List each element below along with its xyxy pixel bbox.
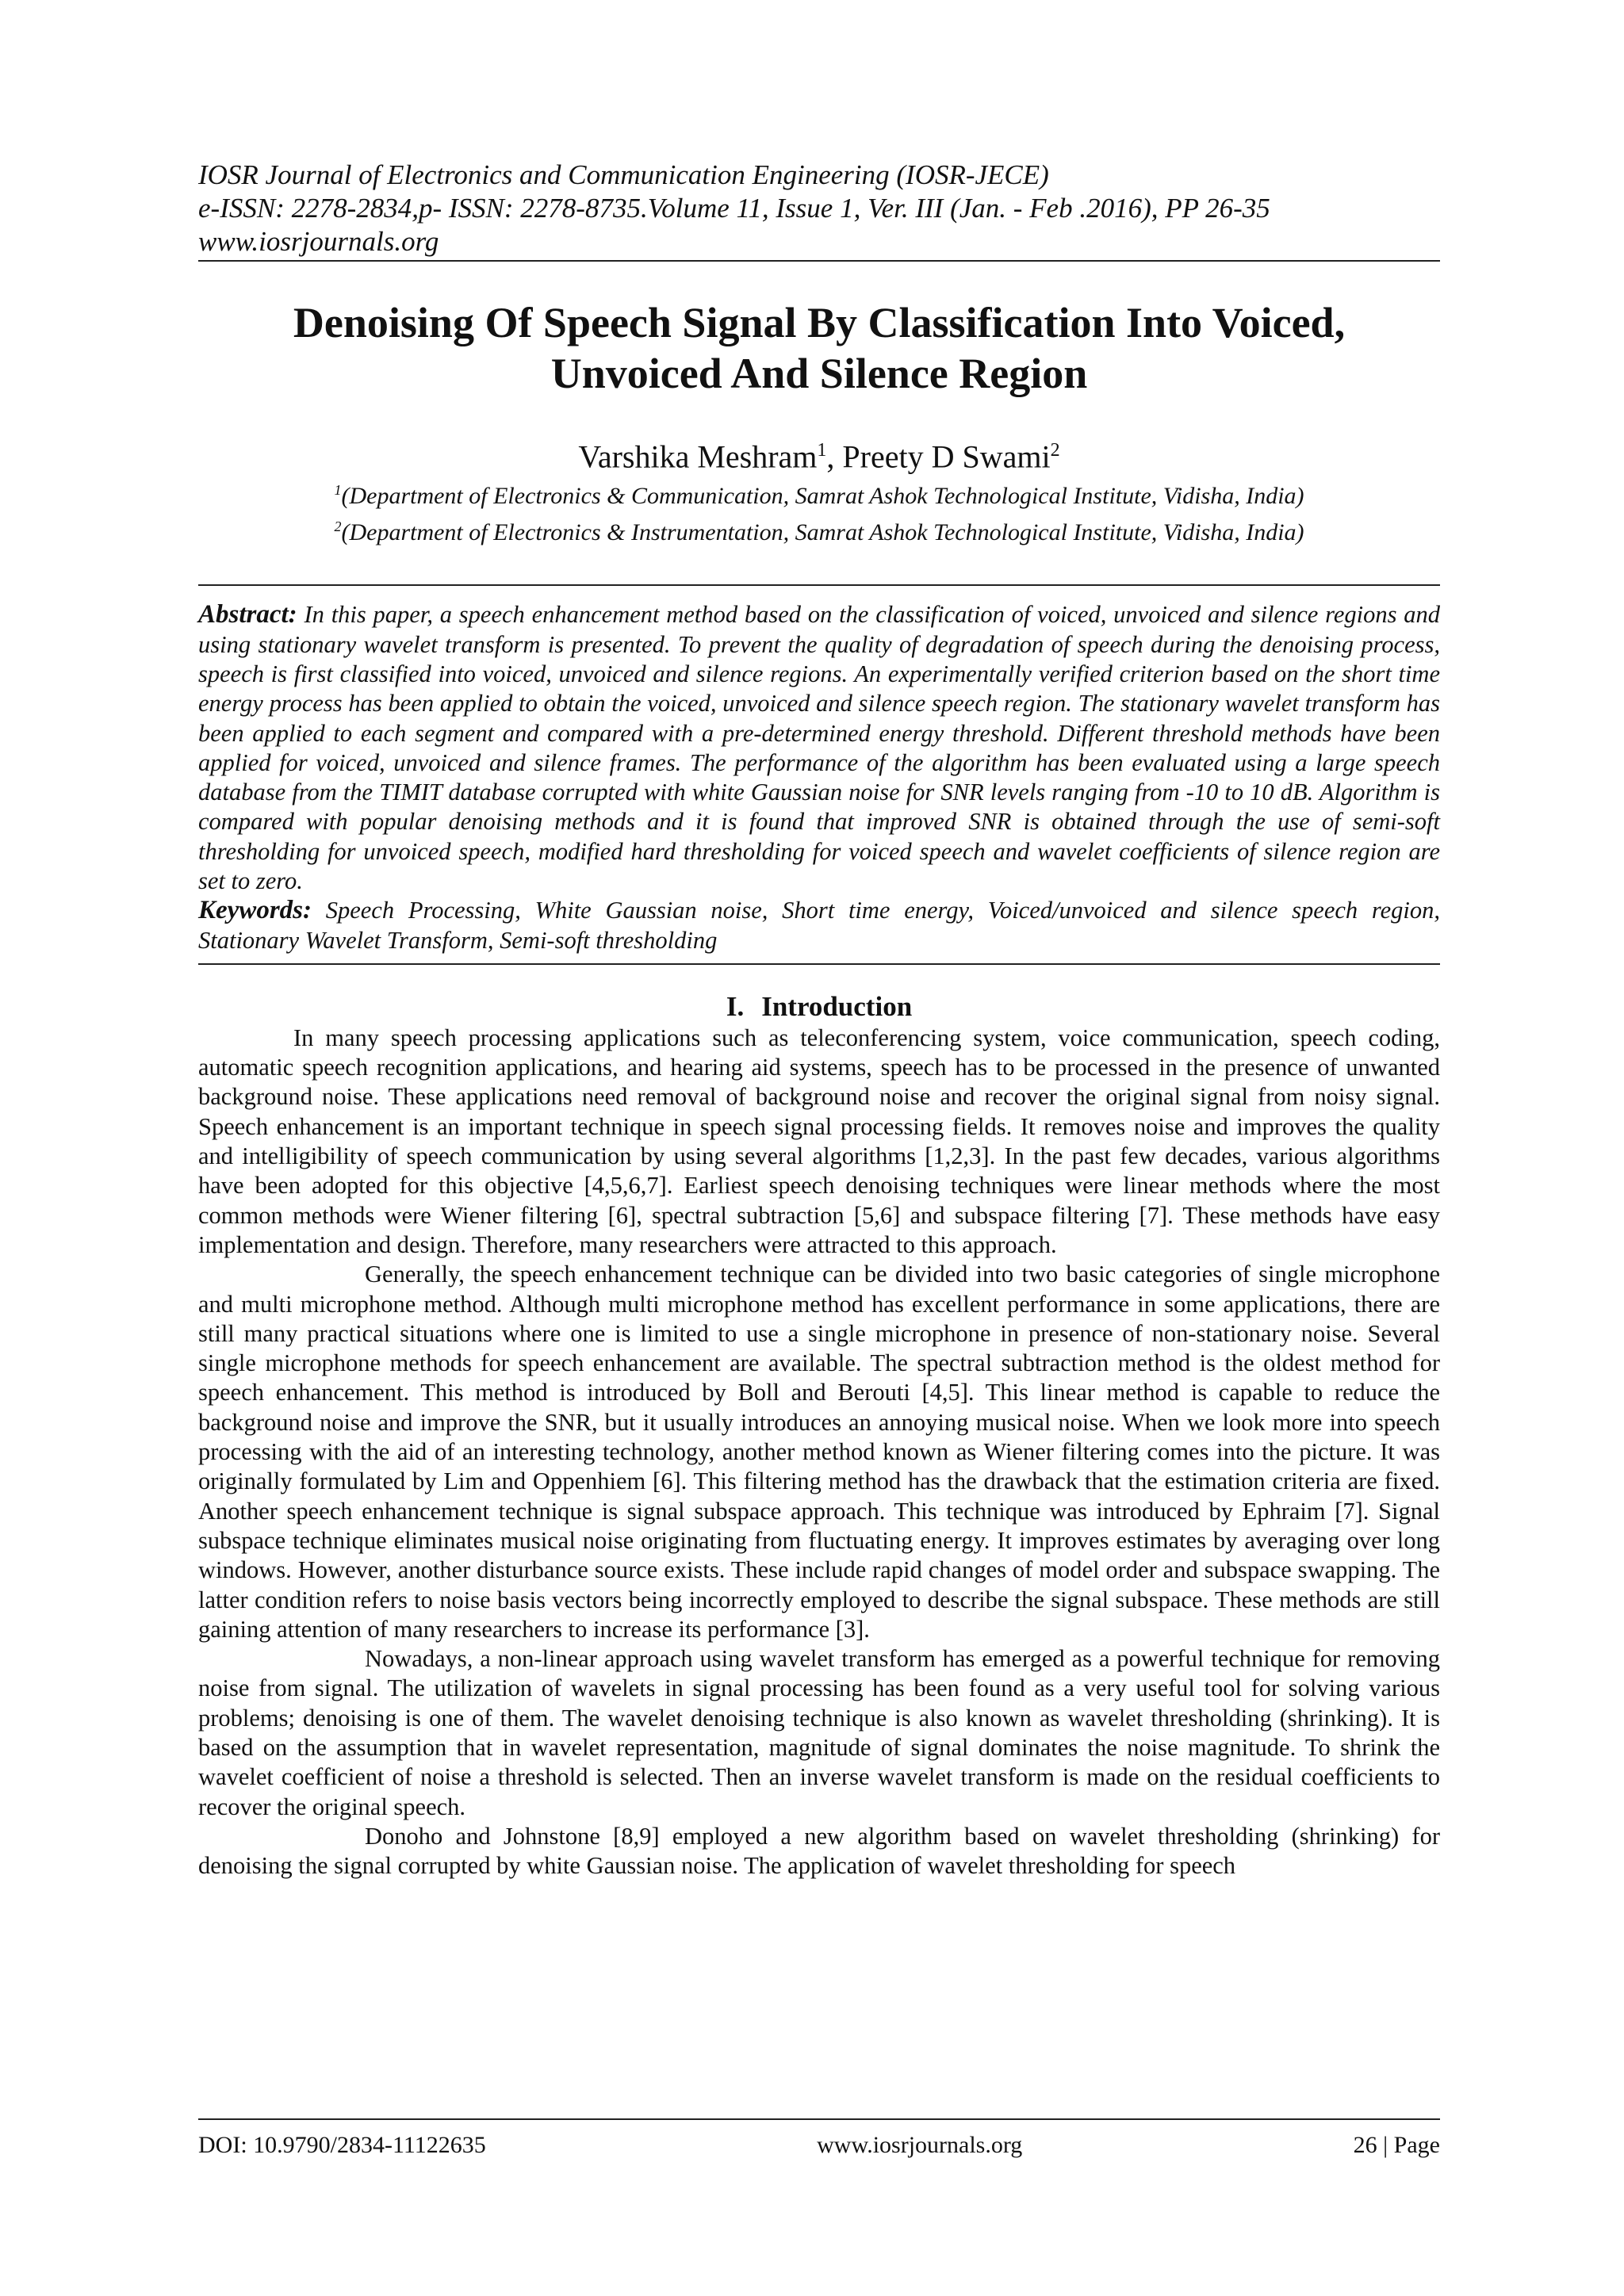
abstract-box (198, 584, 1440, 965)
keywords (198, 896, 1440, 955)
affiliation (198, 475, 1440, 511)
author-separator: , (826, 438, 843, 475)
affiliation-mark: 2 (334, 519, 342, 535)
paper-title-line-1: Denoising Of Speech Signal By Classification Into Voiced, (293, 299, 1346, 346)
body-paragraph: Donoho and Johnstone [8,9] employed a new algorithm based on wavelet thresholding (shrinking) for denoising the signal corrupted by white Gaussian noise. The application of wavelet thresholding for speech (198, 1822, 1440, 1880)
affiliation-text: (Department of Electronics & Communication, Samrat Ashok Technological Institute, Vidisha, India) (341, 483, 1304, 510)
journal-header (198, 159, 1440, 262)
author-list (198, 432, 1440, 475)
affiliation (198, 511, 1440, 548)
body-paragraph: Generally, the speech enhancement technique can be divided into two basic categories of single microphone and multi microphone method. Although multi microphone method has excellent performance in some applications, there are still many practical situations where one is limited to use a single microphone in presence of non-stationary noise. Several single microphone methods for speech enhancement are available. The spectral subtraction method is the oldest method for speech enhancement. This method is introduced by Boll and Berouti [4,5]. This linear method is capable to reduce the background noise and improve the SNR, but it usually introduces an annoying musical noise. When we look more into speech processing with the aid of an interesting technology, another method known as Wiener filtering comes into the picture. It was originally formulated by Lim and Oppenhiem [6]. This filtering method has the drawback that the estimation criteria are fixed. Another speech enhancement technique is signal subspace approach. This technique was introduced by Ephraim [7]. Signal subspace technique eliminates musical noise originating from fluctuating energy. It improves estimates by averaging over long windows. However, another disturbance source exists. These include rapid changes of model order and subspace swapping. The latter condition refers to noise basis vectors being incorrectly employed to describe the signal subspace. These methods are still gaining attention of many researchers to increase its performance [3]. (198, 1261, 1440, 1643)
abstract (198, 600, 1440, 896)
section-title: Introduction (761, 990, 913, 1022)
paper-title (198, 297, 1440, 399)
section-heading (198, 990, 1440, 1024)
author-affiliation-mark: 1 (817, 440, 827, 461)
section-number: I. (726, 990, 745, 1022)
journal-website: www.iosrjournals.org (198, 226, 439, 257)
footer-website: www.iosrjournals.org (817, 2132, 1023, 2158)
page-footer (198, 2118, 1440, 2160)
affiliation-mark: 1 (334, 482, 342, 499)
keywords-text: Speech Processing, White Gaussian noise, Short time energy, Voiced/unvoiced and silence speech region, Stationary Wavelet Transform, Semi-soft thresholding (198, 897, 1440, 954)
author-affiliation-mark: 2 (1050, 440, 1060, 461)
footer-page-number: 26 | Page (1353, 2132, 1440, 2158)
section-body (198, 1024, 1440, 1881)
body-paragraph: Nowadays, a non-linear approach using wavelet transform has emerged as a powerful technique for removing noise from signal. The utilization of wavelets in signal processing has been found as a very useful tool for solving various problems; denoising is one of them. The wavelet denoising technique is also known as wavelet thresholding (shrinking). It is based on the assumption that in wavelet representation, magnitude of signal dominates the noise magnitude. To shrink the wavelet coefficient of noise a threshold is selected. Then an inverse wavelet transform is made on the residual coefficients to recover the original speech. (198, 1645, 1440, 1820)
abstract-text: In this paper, a speech enhancement method based on the classification of voiced, unvoiced and silence regions and using stationary wavelet transform is presented. To prevent the quality of degradation of speech during the denoising process, speech is first classified into voiced, unvoiced and silence regions. An experimentally verified criterion based on the short time energy process has been applied to obtain the voiced, unvoiced and silence speech region. The stationary wavelet transform has been applied to each segment and compared with a pre-determined energy threshold. Different threshold methods have been applied for voiced, unvoiced and silence frames. The performance of the algorithm has been evaluated using a large speech database from the TIMIT database corrupted with white Gaussian noise for SNR levels ranging from -10 to 10 dB. Algorithm is compared with popular denoising methods and it is found that improved SNR is obtained through the use of semi-soft thresholding for unvoiced speech, modified hard thresholding for voiced speech and wavelet coefficients of silence region are set to zero. (198, 601, 1441, 894)
keywords-label: Keywords: (198, 896, 312, 925)
abstract-label: Abstract: (198, 600, 297, 629)
author-name: Varshika Meshram (578, 438, 818, 475)
paper-title-line-2: Unvoiced And Silence Region (550, 350, 1088, 397)
footer-doi: DOI: 10.9790/2834-11122635 (198, 2132, 486, 2158)
body-paragraph: In many speech processing applications such as teleconferencing system, voice communication, speech coding, automatic speech recognition applications, and hearing aid systems, speech has to be processed in the presence of unwanted background noise. These applications need removal of background noise and recover the original signal from noisy signal. Speech enhancement is an important technique in speech signal processing fields. It removes noise and improves the quality and intelligibility of speech communication by using several algorithms [1,2,3]. In the past few decades, various algorithms have been adopted for this objective [4,5,6,7]. Earliest speech denoising techniques were linear methods where the most common methods were Wiener filtering [6], spectral subtraction [5,6] and subspace filtering [7]. These methods have easy implementation and design. Therefore, many researchers were attracted to this approach. (198, 1024, 1440, 1258)
author-name: Preety D Swami (842, 438, 1051, 475)
journal-issn-volume: e-ISSN: 2278-2834,p- ISSN: 2278-8735.Volume 11, Issue 1, Ver. III (Jan. - Feb .2016), PP 26-35 (198, 193, 1270, 224)
affiliation-text: (Department of Electronics & Instrumentation, Samrat Ashok Technological Institute, Vidisha, India) (341, 519, 1304, 546)
journal-name: IOSR Journal of Electronics and Communication Engineering (IOSR-JECE) (198, 159, 1049, 190)
paper-page (198, 159, 1440, 1881)
